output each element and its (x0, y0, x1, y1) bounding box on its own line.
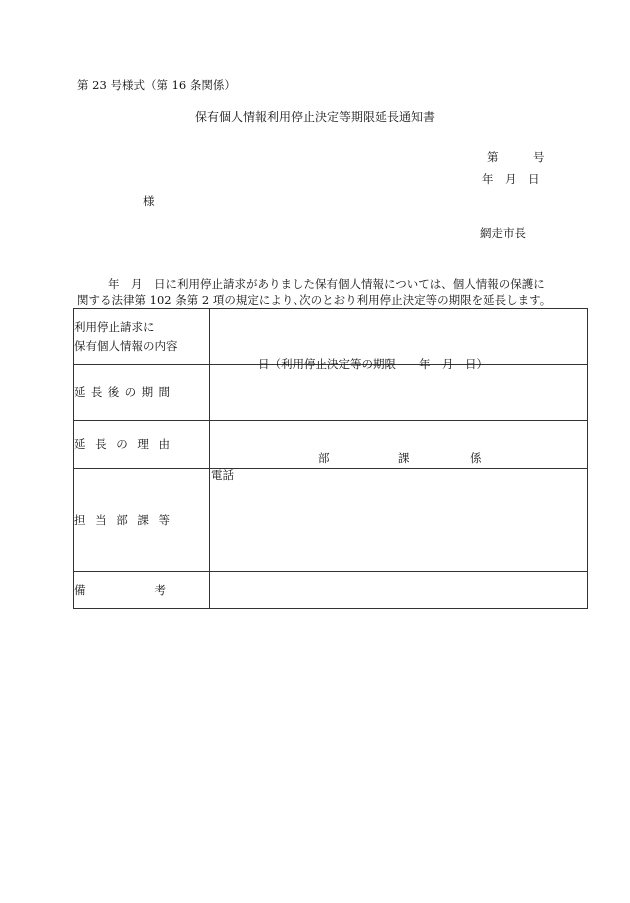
remarks-value (210, 572, 588, 609)
extended-period-label: 延 長 後 の 期 間 (74, 365, 210, 421)
details-table (73, 308, 588, 609)
issuer: 網走市長 (480, 226, 526, 240)
content-label (74, 309, 210, 365)
table-row-remarks (74, 572, 588, 609)
addressee: 様 (143, 194, 155, 208)
table-row-extended-period (74, 365, 588, 421)
department-value (210, 451, 588, 572)
department-unit-bu: 部 (318, 451, 330, 465)
issue-date: 年 月 日 (482, 172, 540, 186)
department-unit-kakari: 係 (470, 451, 482, 465)
department-label: 担 当 部 課 等 (74, 469, 210, 572)
body-text-line-1: 年 月 日に利用停止請求がありました保有個人情報については、個人情報の保護に (108, 277, 545, 291)
form-number: 第 23 号様式（第 16 条関係） (77, 78, 236, 92)
table-row-department (74, 469, 588, 572)
extended-period-text: 日（利用停止決定等の期限 年 月 日） (258, 357, 488, 371)
reason-label: 延 長 の 理 由 (74, 421, 210, 469)
content-label-line-1: 利用停止請求に (74, 320, 155, 335)
reference-number: 第 号 (487, 150, 545, 164)
department-unit-ka: 課 (398, 451, 410, 465)
phone-label: 電話 (211, 468, 234, 482)
remarks-label: 備 考 (74, 572, 210, 609)
document-title: 保有個人情報利用停止決定等期限延長通知書 (194, 110, 435, 124)
content-label-line-2: 保有個人情報の内容 (74, 338, 178, 353)
body-text-line-2: 関する法律第 102 条第 2 項の規定により､次のとおり利用停止決定等の期限を延長します。 (77, 293, 552, 307)
extended-period-value (210, 357, 588, 421)
table-row-reason (74, 421, 588, 469)
